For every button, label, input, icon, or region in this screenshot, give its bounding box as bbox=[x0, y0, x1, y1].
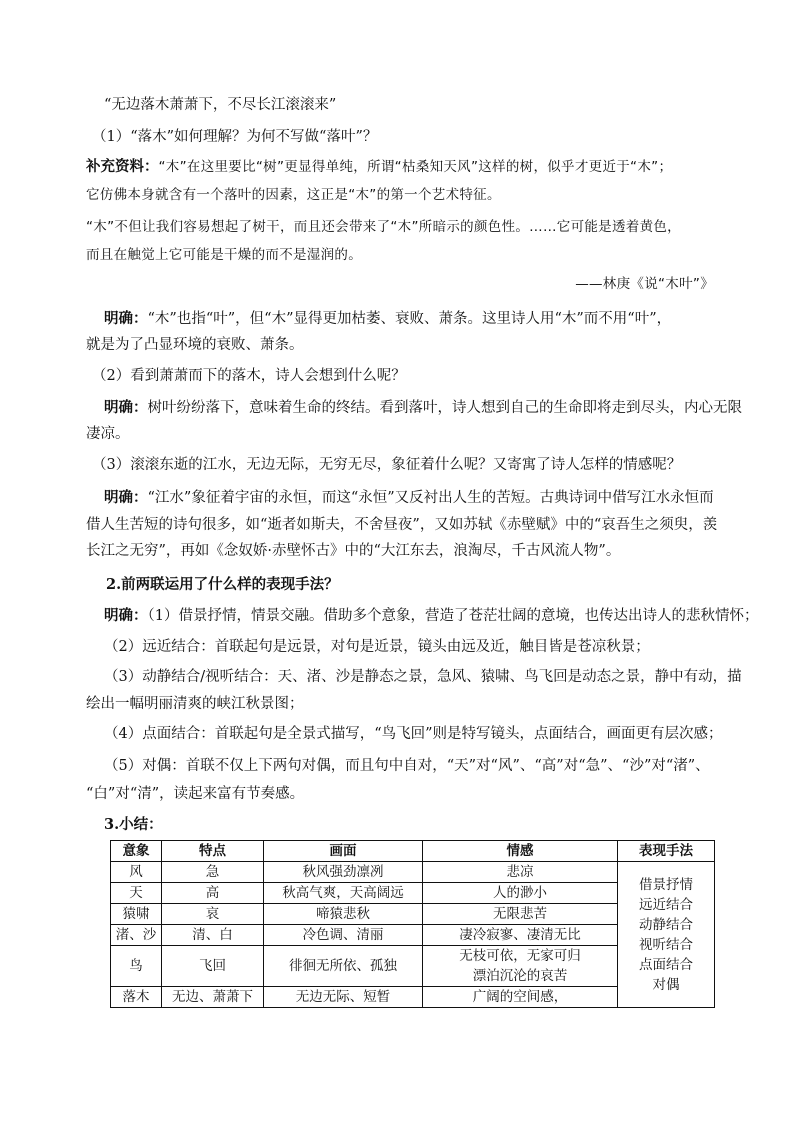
cell-feature: 飞回 bbox=[162, 946, 264, 987]
supplement-line-3: “木”不但让我们容易想起了树干，而且还会带来了“木”所暗示的颜色性。……它可能是透着黄色， bbox=[86, 219, 681, 235]
cell-feature: 无边、萧萧下 bbox=[162, 987, 264, 1008]
header-scene: 画面 bbox=[264, 841, 423, 862]
header-imagery: 意象 bbox=[111, 841, 162, 862]
cell-feature: 高 bbox=[162, 883, 264, 904]
method-line-3: （3）动静结合/视听结合：天、渚、沙是静态之景，急风、猿啸、鸟飞回是动态之景，静中有动，描 bbox=[104, 669, 742, 685]
section-3-heading: 3.小结： bbox=[104, 816, 163, 833]
table-row bbox=[111, 862, 715, 883]
answer-3-label: 明确： bbox=[104, 489, 148, 506]
technique-item: 对偶 bbox=[652, 976, 680, 993]
answer-1-line-2: 就是为了凸显环境的衰败、萧条。 bbox=[86, 337, 304, 353]
cell-scene: 啼猿悲秋 bbox=[264, 904, 423, 925]
header-technique: 表现手法 bbox=[618, 841, 715, 862]
poem-quote: “无边落木萧萧下，不尽长江滚滚来” bbox=[104, 97, 337, 113]
technique-item: 借景抒情 bbox=[639, 876, 693, 893]
section-2-heading: 2.前两联运用了什么样的表现手法？ bbox=[106, 576, 339, 593]
header-emotion: 情感 bbox=[423, 841, 618, 862]
cell-scene: 冷色调、清丽 bbox=[264, 925, 423, 946]
answer-2-line-1 bbox=[104, 398, 742, 418]
cell-emotion: 无限悲苦 bbox=[423, 904, 618, 925]
method-line-5b: “白”对“清”，读起来富有节奏感。 bbox=[86, 786, 305, 802]
supplement-label: 补充资料： bbox=[86, 158, 159, 175]
cell-feature: 急 bbox=[162, 862, 264, 883]
supplement-line-4: 而且在触觉上它可能是干燥的而不是湿润的。 bbox=[86, 247, 362, 263]
cell-emotion: 广阔的空间感， bbox=[423, 987, 618, 1008]
cell-emotion: 悲凉 bbox=[423, 862, 618, 883]
cell-imagery: 渚、沙 bbox=[111, 925, 162, 946]
answer-1-label: 明确： bbox=[104, 310, 148, 327]
answer-3-line-3: 长江之无穷”，再如《念奴娇·赤壁怀古》中的“大江东去，浪淘尽，千古风流人物”。 bbox=[86, 543, 621, 559]
answer-3-line-1 bbox=[104, 488, 714, 508]
answer-2-line-2: 凄凉。 bbox=[86, 426, 130, 442]
method-line-4: （4）点面结合：首联起句是全景式描写，“鸟飞回”则是特写镜头，点面结合，画面更有层次感； bbox=[104, 726, 723, 742]
answer-2-label: 明确： bbox=[104, 399, 148, 416]
cell-techniques bbox=[618, 862, 715, 1008]
cell-scene: 秋高气爽，天高阔远 bbox=[264, 883, 423, 904]
question-1: （1）“落木”如何理解？为何不写做“落叶”？ bbox=[92, 129, 378, 145]
technique-item: 动静结合 bbox=[639, 916, 693, 933]
emotion-line: 漂泊沉沦的哀苦 bbox=[472, 968, 568, 984]
cell-feature: 哀 bbox=[162, 904, 264, 925]
emotion-line: 无枝可依，无家可归 bbox=[459, 948, 581, 964]
supplement-text-1: “木”在这里要比“树”更显得单纯，所谓“枯桑知天风”这样的树，似乎才更近于“木”； bbox=[158, 159, 673, 175]
cell-scene: 徘徊无所依、孤独 bbox=[264, 946, 423, 987]
cell-imagery: 落木 bbox=[111, 987, 162, 1008]
technique-item: 视听结合 bbox=[639, 936, 693, 953]
technique-item: 远近结合 bbox=[639, 896, 693, 913]
method-line-5: （5）对偶：首联不仅上下两句对偶，而且句中自对，“天”对“风”、“高”对“急”、“沙”对“渚”、 bbox=[104, 758, 710, 774]
cell-imagery: 猿啸 bbox=[111, 904, 162, 925]
method-line-3b: 绘出一幅明丽清爽的峡江秋景图； bbox=[86, 696, 304, 712]
header-feature: 特点 bbox=[162, 841, 264, 862]
cell-emotion: 人的渺小 bbox=[423, 883, 618, 904]
answer-1-text-1: “木”也指“叶”，但“木”显得更加枯萎、衰败、萧条。这里诗人用“木”而不用“叶”， bbox=[147, 311, 672, 327]
supplement-line-2: 它仿佛本身就含有一个落叶的因素，这正是“木”的第一个艺术特征。 bbox=[86, 187, 501, 203]
technique-item: 点面结合 bbox=[639, 956, 693, 973]
question-3: （3）滚滚东逝的江水，无边无际，无穷无尽，象征着什么呢？又寄寓了诗人怎样的情感呢？ bbox=[92, 457, 682, 473]
supplement-line-1 bbox=[86, 157, 672, 177]
method-label: 明确： bbox=[104, 607, 148, 624]
method-line-2: （2）远近结合：首联起句是远景，对句是近景，镜头由远及近，触目皆是苍凉秋景； bbox=[104, 639, 650, 655]
cell-scene: 秋风强劲凛冽 bbox=[264, 862, 423, 883]
summary-table bbox=[110, 840, 715, 1008]
cell-imagery: 风 bbox=[111, 862, 162, 883]
method-1-text: （1）借景抒情，情景交融。借助多个意象，营造了苍茫壮阔的意境，也传达出诗人的悲秋情怀； bbox=[147, 608, 759, 624]
answer-2-text-1: 树叶纷纷落下，意味着生命的终结。看到落叶，诗人想到自己的生命即将走到尽头，内心无限 bbox=[147, 400, 742, 416]
method-line-1 bbox=[104, 606, 758, 626]
supplement-source: ——林庚《说“木叶”》 bbox=[575, 276, 714, 292]
cell-imagery: 天 bbox=[111, 883, 162, 904]
answer-3-text-1: “江水”象征着宇宙的永恒，而这“永恒”又反衬出人生的苦短。古典诗词中借写江水永恒而 bbox=[147, 490, 714, 506]
cell-feature: 清、白 bbox=[162, 925, 264, 946]
cell-scene: 无边无际、短暂 bbox=[264, 987, 423, 1008]
table-header-row bbox=[111, 841, 715, 862]
question-2: （2）看到萧萧而下的落木，诗人会想到什么呢？ bbox=[92, 368, 406, 384]
cell-emotion bbox=[423, 946, 618, 987]
answer-3-line-2: 借人生苦短的诗句很多，如“逝者如斯夫，不舍昼夜”，又如苏轼《赤壁赋》中的“哀吾生之须臾，羡 bbox=[86, 517, 718, 533]
answer-1-line-1 bbox=[104, 309, 671, 329]
cell-emotion: 凄冷寂寥、凄清无比 bbox=[423, 925, 618, 946]
cell-imagery: 鸟 bbox=[111, 946, 162, 987]
